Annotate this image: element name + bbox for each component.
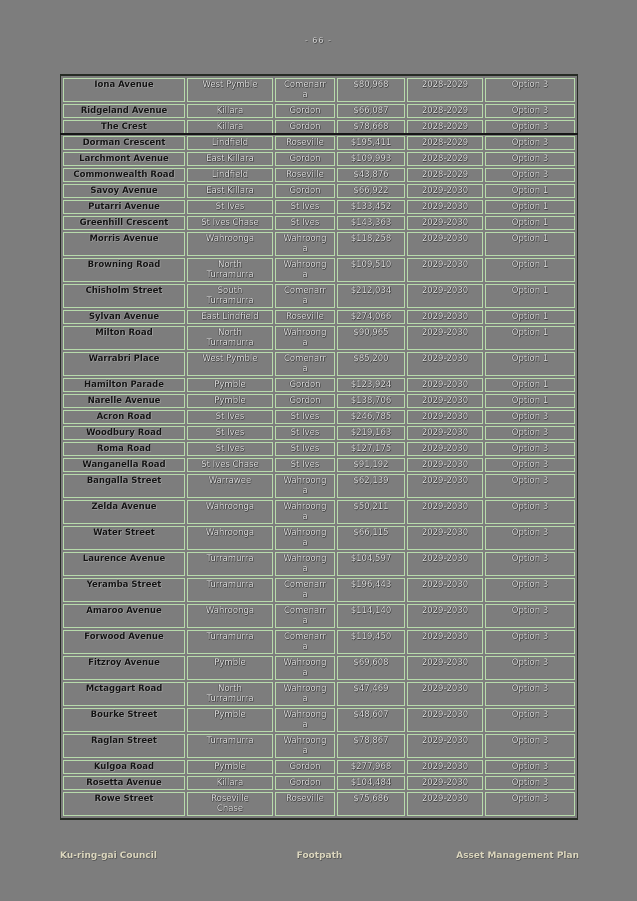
cell-option: Option 1 — [485, 216, 575, 230]
cell-option: Option 1 — [485, 284, 575, 308]
cell-ward: Wahroonga — [275, 326, 335, 350]
cell-option: Option 3 — [485, 104, 575, 118]
cell-cost: $80,968 — [337, 78, 405, 102]
cell-street: Chisholm Street — [63, 284, 185, 308]
table-row — [63, 682, 575, 706]
cell-cost: $66,922 — [337, 184, 405, 198]
cell-street: Bourke Street — [63, 708, 185, 732]
cell-cost: $104,484 — [337, 776, 405, 790]
cell-suburb: Pymble — [187, 760, 273, 774]
cell-financial-year: 2029-2030 — [407, 284, 483, 308]
cell-financial-year: 2029-2030 — [407, 552, 483, 576]
cell-ward: Gordon — [275, 760, 335, 774]
cell-option: Option 3 — [485, 78, 575, 102]
cell-option: Option 3 — [485, 552, 575, 576]
table-row — [63, 776, 575, 790]
cell-cost: $48,607 — [337, 708, 405, 732]
cell-street: Mctaggart Road — [63, 682, 185, 706]
cell-financial-year: 2029-2030 — [407, 216, 483, 230]
cell-ward: St Ives — [275, 216, 335, 230]
cell-street: Larchmont Avenue — [63, 152, 185, 166]
cell-option: Option 3 — [485, 578, 575, 602]
cell-suburb: Pymble — [187, 656, 273, 680]
cell-street: Acron Road — [63, 410, 185, 424]
cell-financial-year: 2028-2029 — [407, 168, 483, 182]
cell-suburb: Pymble — [187, 708, 273, 732]
cell-street: Narelle Avenue — [63, 394, 185, 408]
cell-suburb: Killara — [187, 120, 273, 134]
table-row — [63, 734, 575, 758]
cell-street: Water Street — [63, 526, 185, 550]
cell-suburb: Roseville Chase — [187, 792, 273, 816]
cell-street: Sylvan Avenue — [63, 310, 185, 324]
cell-cost: $109,993 — [337, 152, 405, 166]
cell-ward: St Ives — [275, 200, 335, 214]
cell-ward: Wahroonga — [275, 474, 335, 498]
cell-suburb: Turramurra — [187, 578, 273, 602]
cell-financial-year: 2029-2030 — [407, 426, 483, 440]
table-row — [63, 232, 575, 256]
cell-street: Milton Road — [63, 326, 185, 350]
cell-suburb: Turramurra — [187, 734, 273, 758]
cell-financial-year: 2029-2030 — [407, 578, 483, 602]
cell-cost: $91,192 — [337, 458, 405, 472]
cell-ward: Roseville — [275, 168, 335, 182]
cell-cost: $195,411 — [337, 136, 405, 150]
table-row — [63, 708, 575, 732]
cell-ward: Wahroonga — [275, 232, 335, 256]
cell-ward: Wahroonga — [275, 656, 335, 680]
cell-street: The Crest — [63, 120, 185, 134]
table-row — [63, 352, 575, 376]
cell-financial-year: 2029-2030 — [407, 526, 483, 550]
cell-option: Option 3 — [485, 760, 575, 774]
cell-cost: $274,066 — [337, 310, 405, 324]
table-row — [63, 458, 575, 472]
cell-financial-year: 2028-2029 — [407, 78, 483, 102]
cell-suburb: St Ives — [187, 442, 273, 456]
cell-financial-year: 2029-2030 — [407, 604, 483, 628]
cell-financial-year: 2029-2030 — [407, 326, 483, 350]
cell-financial-year: 2028-2029 — [407, 104, 483, 118]
cell-financial-year: 2029-2030 — [407, 258, 483, 282]
cell-street: Morris Avenue — [63, 232, 185, 256]
footer-council-name: Ku-ring-gai Council — [60, 851, 157, 861]
table-row — [63, 526, 575, 550]
cell-street: Yeramba Street — [63, 578, 185, 602]
cell-ward: Comenarra — [275, 352, 335, 376]
cell-financial-year: 2029-2030 — [407, 394, 483, 408]
cell-street: Greenhill Crescent — [63, 216, 185, 230]
cell-ward: Comenarra — [275, 578, 335, 602]
cell-ward: Wahroonga — [275, 552, 335, 576]
cell-ward: St Ives — [275, 426, 335, 440]
cell-financial-year: 2029-2030 — [407, 734, 483, 758]
cell-financial-year: 2029-2030 — [407, 760, 483, 774]
cell-street: Fitzroy Avenue — [63, 656, 185, 680]
cell-street: Kulgoa Road — [63, 760, 185, 774]
cell-suburb: Lindfield — [187, 168, 273, 182]
cell-option: Option 3 — [485, 682, 575, 706]
cell-ward: Wahroonga — [275, 500, 335, 524]
cell-cost: $143,363 — [337, 216, 405, 230]
cell-suburb: West Pymble — [187, 352, 273, 376]
table-row — [63, 152, 575, 166]
cell-option: Option 3 — [485, 152, 575, 166]
cell-street: Iona Avenue — [63, 78, 185, 102]
table-row — [63, 630, 575, 654]
cell-suburb: North Turramurra — [187, 682, 273, 706]
cell-cost: $66,115 — [337, 526, 405, 550]
section-divider-line — [60, 133, 578, 135]
table-row — [63, 500, 575, 524]
cell-option: Option 3 — [485, 410, 575, 424]
table-row — [63, 426, 575, 440]
table-row — [63, 552, 575, 576]
cell-street: Commonwealth Road — [63, 168, 185, 182]
page-footer — [60, 851, 579, 861]
cell-option: Option 1 — [485, 258, 575, 282]
cell-financial-year: 2028-2029 — [407, 152, 483, 166]
cell-suburb: Killara — [187, 104, 273, 118]
cell-option: Option 3 — [485, 136, 575, 150]
cell-ward: Wahroonga — [275, 734, 335, 758]
cell-suburb: Wahroonga — [187, 500, 273, 524]
cell-ward: Comenarra — [275, 78, 335, 102]
table-row — [63, 200, 575, 214]
table-row — [63, 410, 575, 424]
cell-suburb: St Ives — [187, 410, 273, 424]
cell-street: Raglan Street — [63, 734, 185, 758]
cell-cost: $78,668 — [337, 120, 405, 134]
table-row — [63, 792, 575, 816]
cell-cost: $212,034 — [337, 284, 405, 308]
table-row — [63, 578, 575, 602]
cell-financial-year: 2029-2030 — [407, 682, 483, 706]
cell-suburb: St Ives Chase — [187, 458, 273, 472]
table-row — [63, 136, 575, 150]
footer-plan-name: Asset Management Plan — [456, 851, 579, 861]
cell-suburb: South Turramurra — [187, 284, 273, 308]
cell-street: Forwood Avenue — [63, 630, 185, 654]
table-row — [63, 326, 575, 350]
table-row — [63, 78, 575, 102]
cell-suburb: Turramurra — [187, 630, 273, 654]
cell-option: Option 1 — [485, 394, 575, 408]
cell-street: Warrabri Place — [63, 352, 185, 376]
table-row — [63, 656, 575, 680]
cell-street: Laurence Avenue — [63, 552, 185, 576]
cell-cost: $66,087 — [337, 104, 405, 118]
cell-option: Option 3 — [485, 656, 575, 680]
cell-cost: $277,968 — [337, 760, 405, 774]
cell-street: Zelda Avenue — [63, 500, 185, 524]
cell-option: Option 3 — [485, 168, 575, 182]
cell-financial-year: 2029-2030 — [407, 410, 483, 424]
cell-cost: $196,443 — [337, 578, 405, 602]
cell-suburb: Warrawee — [187, 474, 273, 498]
table-row — [63, 604, 575, 628]
cell-option: Option 1 — [485, 352, 575, 376]
footpath-schedule-table — [60, 74, 578, 820]
cell-cost: $47,469 — [337, 682, 405, 706]
cell-financial-year: 2029-2030 — [407, 792, 483, 816]
cell-financial-year: 2028-2029 — [407, 120, 483, 134]
cell-financial-year: 2029-2030 — [407, 458, 483, 472]
cell-ward: Gordon — [275, 394, 335, 408]
cell-street: Dorman Crescent — [63, 136, 185, 150]
cell-ward: Wahroonga — [275, 682, 335, 706]
cell-street: Roma Road — [63, 442, 185, 456]
cell-financial-year: 2029-2030 — [407, 200, 483, 214]
cell-street: Rowe Street — [63, 792, 185, 816]
cell-ward: Roseville — [275, 136, 335, 150]
cell-ward: St Ives — [275, 442, 335, 456]
cell-cost: $127,175 — [337, 442, 405, 456]
cell-street: Amaroo Avenue — [63, 604, 185, 628]
cell-option: Option 3 — [485, 776, 575, 790]
cell-option: Option 3 — [485, 604, 575, 628]
cell-street: Woodbury Road — [63, 426, 185, 440]
cell-option: Option 3 — [485, 458, 575, 472]
cell-suburb: North Turramurra — [187, 326, 273, 350]
cell-suburb: East Killara — [187, 184, 273, 198]
cell-ward: Roseville — [275, 310, 335, 324]
table-row — [63, 168, 575, 182]
table-row — [63, 120, 575, 134]
footpath-schedule-table-wrap — [60, 74, 578, 820]
cell-cost: $246,785 — [337, 410, 405, 424]
cell-cost: $119,450 — [337, 630, 405, 654]
cell-option: Option 3 — [485, 630, 575, 654]
cell-cost: $133,452 — [337, 200, 405, 214]
cell-street: Savoy Avenue — [63, 184, 185, 198]
cell-option: Option 1 — [485, 378, 575, 392]
cell-street: Hamilton Parade — [63, 378, 185, 392]
cell-ward: Roseville — [275, 792, 335, 816]
cell-street: Bangalla Street — [63, 474, 185, 498]
cell-street: Browning Road — [63, 258, 185, 282]
cell-option: Option 3 — [485, 734, 575, 758]
cell-suburb: Killara — [187, 776, 273, 790]
cell-ward: Comenarra — [275, 604, 335, 628]
cell-suburb: East Killara — [187, 152, 273, 166]
cell-suburb: North Turramurra — [187, 258, 273, 282]
cell-option: Option 3 — [485, 474, 575, 498]
cell-cost: $90,965 — [337, 326, 405, 350]
cell-suburb: St Ives — [187, 426, 273, 440]
table-row — [63, 104, 575, 118]
cell-cost: $78,867 — [337, 734, 405, 758]
cell-suburb: St Ives — [187, 200, 273, 214]
cell-option: Option 3 — [485, 442, 575, 456]
cell-option: Option 3 — [485, 426, 575, 440]
cell-cost: $62,139 — [337, 474, 405, 498]
cell-cost: $118,258 — [337, 232, 405, 256]
table-body — [63, 78, 575, 816]
cell-suburb: West Pymble — [187, 78, 273, 102]
cell-street: Ridgeland Avenue — [63, 104, 185, 118]
table-row — [63, 378, 575, 392]
cell-suburb: Wahroonga — [187, 604, 273, 628]
cell-option: Option 1 — [485, 184, 575, 198]
cell-suburb: Pymble — [187, 378, 273, 392]
cell-suburb: Pymble — [187, 394, 273, 408]
cell-cost: $109,510 — [337, 258, 405, 282]
cell-cost: $50,211 — [337, 500, 405, 524]
cell-cost: $85,200 — [337, 352, 405, 376]
cell-ward: Wahroonga — [275, 258, 335, 282]
cell-cost: $219,163 — [337, 426, 405, 440]
cell-financial-year: 2029-2030 — [407, 310, 483, 324]
cell-option: Option 1 — [485, 232, 575, 256]
table-row — [63, 258, 575, 282]
cell-financial-year: 2029-2030 — [407, 378, 483, 392]
cell-financial-year: 2029-2030 — [407, 500, 483, 524]
cell-financial-year: 2029-2030 — [407, 184, 483, 198]
page-number: - 66 - — [304, 36, 333, 45]
cell-ward: Gordon — [275, 184, 335, 198]
cell-cost: $123,924 — [337, 378, 405, 392]
cell-cost: $104,597 — [337, 552, 405, 576]
cell-financial-year: 2029-2030 — [407, 474, 483, 498]
table-row — [63, 310, 575, 324]
table-row — [63, 184, 575, 198]
cell-suburb: Lindfield — [187, 136, 273, 150]
cell-financial-year: 2029-2030 — [407, 630, 483, 654]
cell-street: Wanganella Road — [63, 458, 185, 472]
cell-ward: Gordon — [275, 120, 335, 134]
cell-option: Option 3 — [485, 120, 575, 134]
cell-ward: Comenarra — [275, 284, 335, 308]
cell-financial-year: 2029-2030 — [407, 776, 483, 790]
cell-ward: St Ives — [275, 458, 335, 472]
table-row — [63, 442, 575, 456]
cell-financial-year: 2028-2029 — [407, 136, 483, 150]
cell-suburb: Turramurra — [187, 552, 273, 576]
cell-cost: $138,706 — [337, 394, 405, 408]
cell-suburb: East Lindfield — [187, 310, 273, 324]
cell-suburb: St Ives Chase — [187, 216, 273, 230]
cell-ward: Gordon — [275, 776, 335, 790]
cell-cost: $75,686 — [337, 792, 405, 816]
cell-financial-year: 2029-2030 — [407, 232, 483, 256]
cell-street: Putarri Avenue — [63, 200, 185, 214]
cell-option: Option 3 — [485, 500, 575, 524]
cell-financial-year: 2029-2030 — [407, 656, 483, 680]
cell-financial-year: 2029-2030 — [407, 352, 483, 376]
cell-cost: $43,876 — [337, 168, 405, 182]
cell-ward: Gordon — [275, 152, 335, 166]
table-row — [63, 760, 575, 774]
cell-option: Option 1 — [485, 200, 575, 214]
cell-ward: Gordon — [275, 378, 335, 392]
cell-ward: Gordon — [275, 104, 335, 118]
table-row — [63, 284, 575, 308]
cell-option: Option 1 — [485, 310, 575, 324]
cell-suburb: Wahroonga — [187, 232, 273, 256]
cell-option: Option 3 — [485, 708, 575, 732]
cell-option: Option 3 — [485, 526, 575, 550]
table-row — [63, 474, 575, 498]
cell-cost: $69,608 — [337, 656, 405, 680]
cell-ward: Comenarra — [275, 630, 335, 654]
cell-ward: Wahroonga — [275, 526, 335, 550]
cell-option: Option 3 — [485, 792, 575, 816]
table-row — [63, 394, 575, 408]
cell-option: Option 1 — [485, 326, 575, 350]
cell-financial-year: 2029-2030 — [407, 708, 483, 732]
cell-ward: St Ives — [275, 410, 335, 424]
cell-street: Rosetta Avenue — [63, 776, 185, 790]
cell-financial-year: 2029-2030 — [407, 442, 483, 456]
table-row — [63, 216, 575, 230]
cell-ward: Wahroonga — [275, 708, 335, 732]
footer-document-title: Footpath — [296, 851, 343, 861]
cell-suburb: Wahroonga — [187, 526, 273, 550]
cell-cost: $114,140 — [337, 604, 405, 628]
